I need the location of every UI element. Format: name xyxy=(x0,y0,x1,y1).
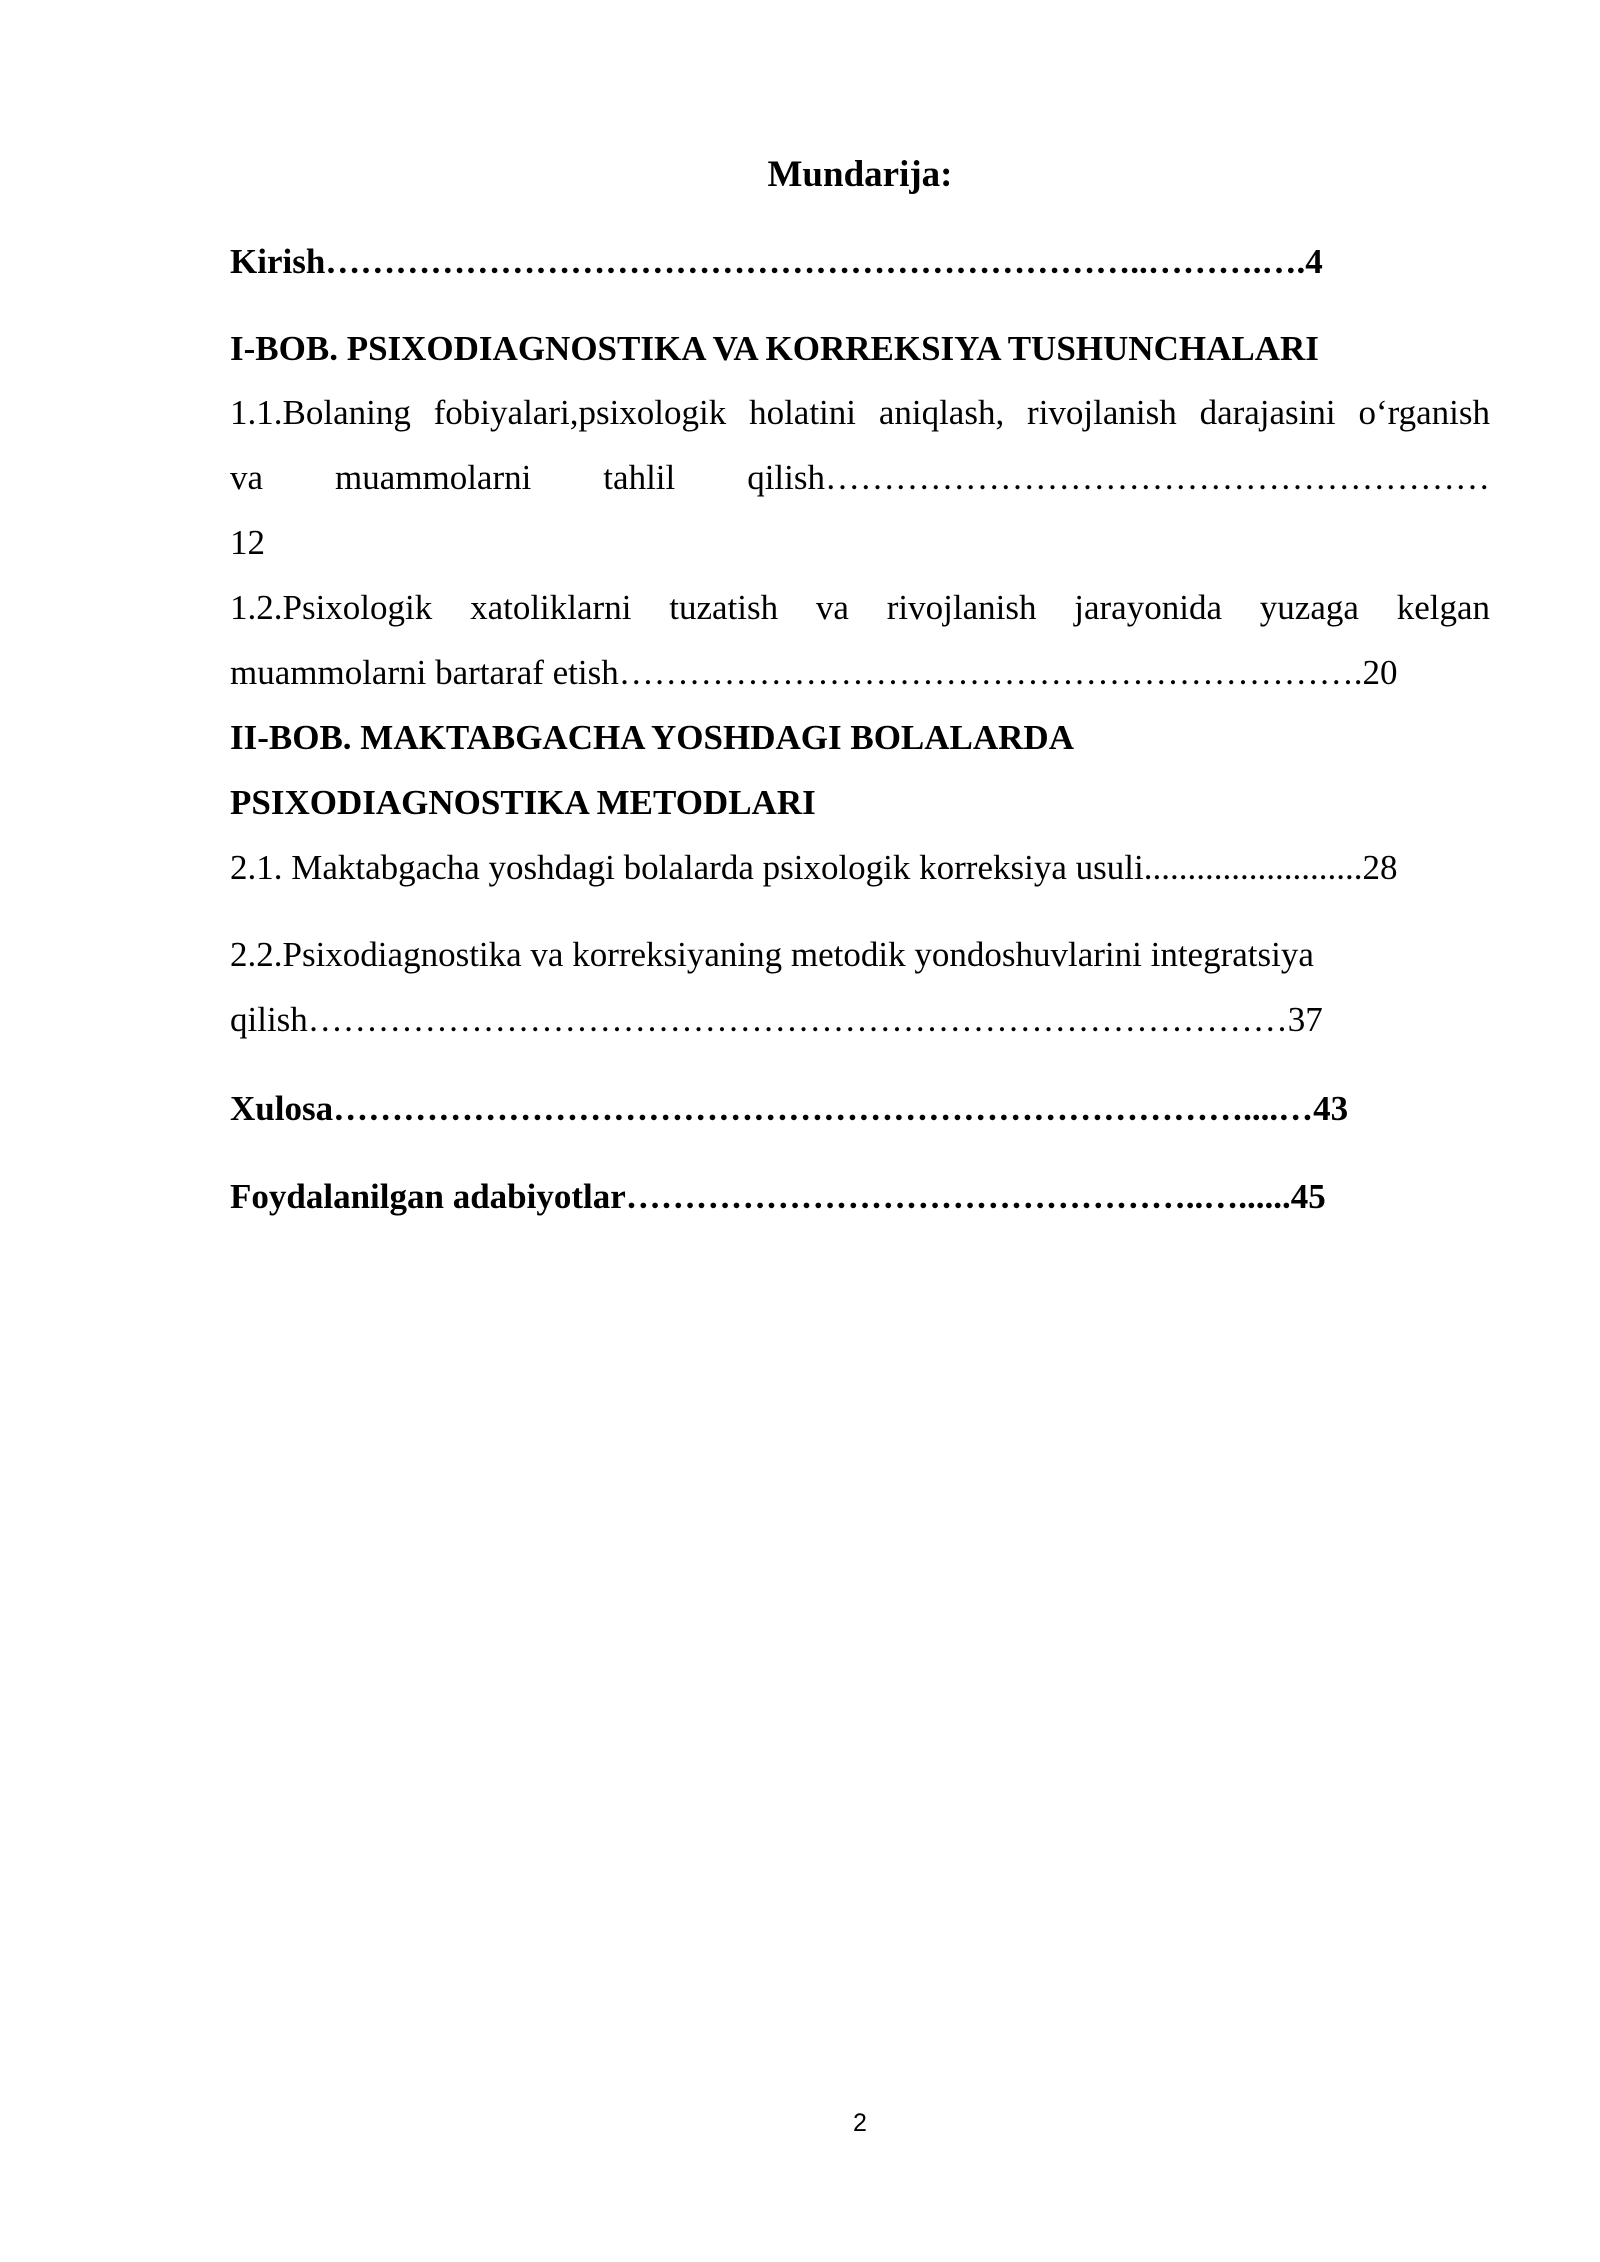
toc-entry-xulosa: Xulosa……………………………………………………………………....…43 xyxy=(230,1089,1349,1128)
toc-entry-kirish: Kirish……………………………………………………………..……….….4 xyxy=(230,242,1323,281)
toc-chapter-2-heading-line-2: PSIXODIAGNOSTIKA METODLARI xyxy=(230,783,816,822)
page-number: 2 xyxy=(853,2109,867,2137)
toc-entry-1-1-page: 12 xyxy=(230,523,265,562)
toc-entry-2-1: 2.1. Maktabgacha yoshdagi bolalarda psixologik korreksiya usuli.........................28 xyxy=(230,848,1398,887)
toc-entry-1-1-line-2: va muammolarni tahlil qilish………………………………………………… xyxy=(230,458,1490,497)
toc-entry-1-2-line-2: muammolarni bartaraf etish……………………………………………………….20 xyxy=(230,653,1398,692)
toc-entry-adabiyotlar: Foydalanilgan adabiyotlar…………………………………………..…......45 xyxy=(230,1177,1326,1216)
toc-chapter-1-heading: I-BOB. PSIXODIAGNOSTIKA VA KORREKSIYA TUSHUNCHALARI xyxy=(230,329,1319,368)
toc-entry-1-2-line-1: 1.2.Psixologik xatoliklarni tuzatish va rivojlanish jarayonida yuzaga kelgan xyxy=(230,588,1490,627)
toc-title: Mundarija: xyxy=(767,154,953,195)
toc-entry-2-2-line-2: qilish…………………………………………………………………………37 xyxy=(230,1000,1323,1039)
toc-entry-1-1-line-1: 1.1.Bolaning fobiyalari,psixologik holatini aniqlash, rivojlanish darajasini o‘rganish xyxy=(230,393,1490,432)
toc-entry-2-2-line-1: 2.2.Psixodiagnostika va korreksiyaning metodik yondoshuvlarini integratsiya xyxy=(230,935,1314,974)
toc-chapter-2-heading-line-1: II-BOB. MAKTABGACHA YOSHDAGI BOLALARDA xyxy=(230,718,1074,757)
